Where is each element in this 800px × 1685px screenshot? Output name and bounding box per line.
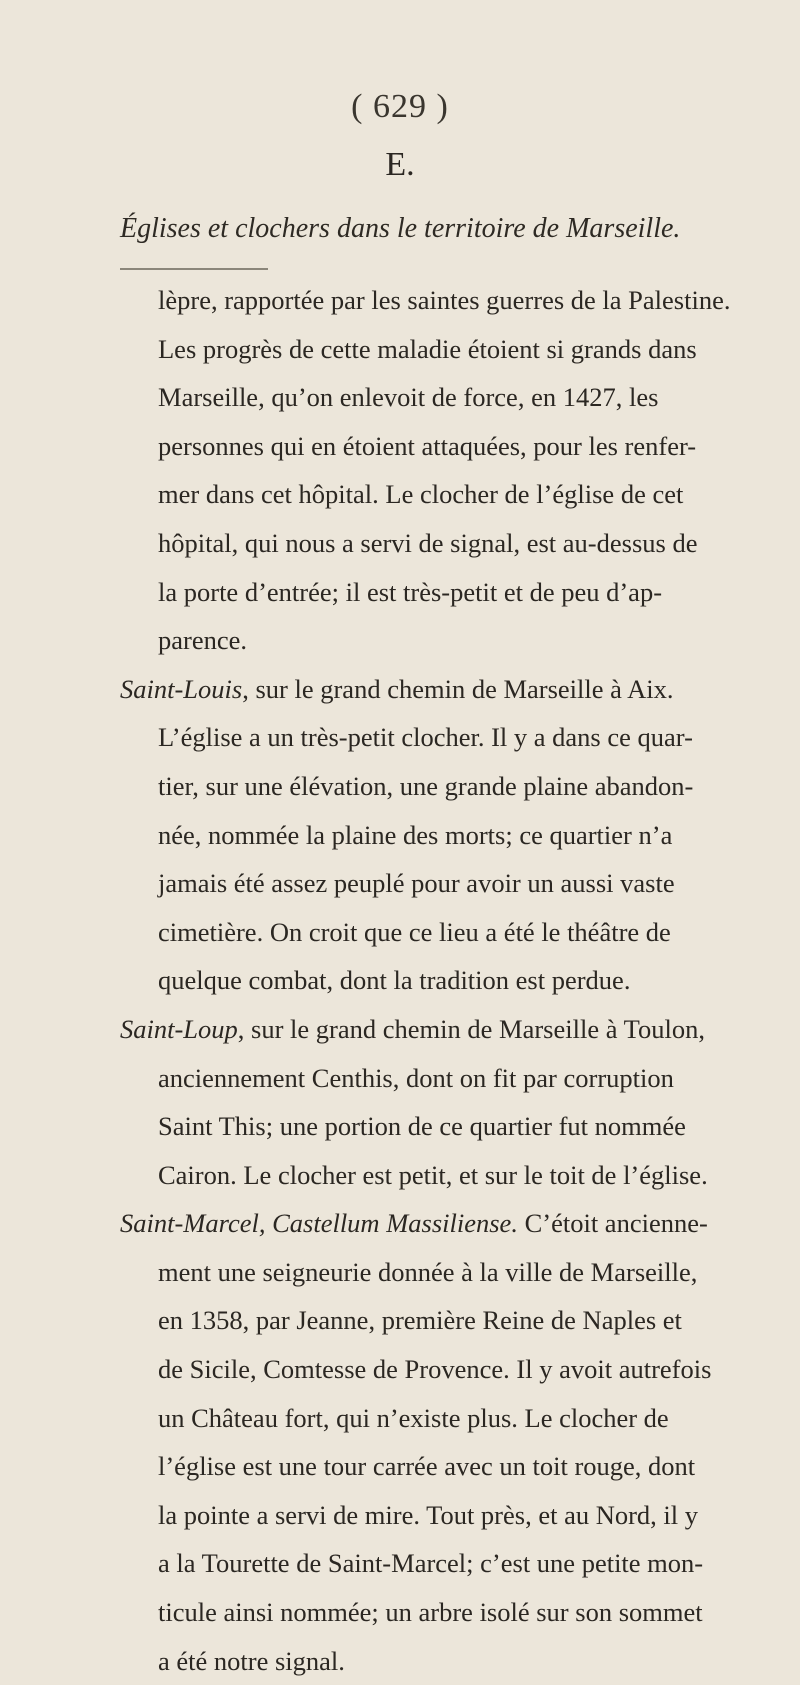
line-text: mer dans cet hôpital. Le clocher de l’église de cet	[158, 479, 684, 510]
line-text: cimetière. On croit que ce lieu a été le théâtre de	[158, 916, 671, 947]
line-text: de Sicile, Comtesse de Provence. Il y avoit autrefois	[158, 1354, 712, 1385]
text-line	[120, 1248, 780, 1297]
text-line	[120, 1491, 780, 1540]
line-text: en 1358, par Jeanne, première Reine de Naples et	[158, 1305, 682, 1336]
line-text: quelque combat, dont la tradition est perdue.	[158, 965, 631, 996]
running-title: Églises et clochers dans le territoire de Marseille.	[120, 213, 681, 244]
line-text: a été notre signal.	[158, 1645, 345, 1676]
line-text: hôpital, qui nous a servi de signal, est au-dessus de	[158, 527, 698, 558]
line-text: ticule ainsi nommée; un arbre isolé sur son sommet	[158, 1597, 703, 1628]
entry-name: Saint-Marcel, Castellum Massiliense.	[120, 1208, 518, 1239]
text-line	[120, 422, 780, 471]
text-line	[120, 470, 780, 519]
line-text: née, nommée la plaine des morts; ce quartier n’a	[158, 819, 673, 850]
line-text: anciennement Centhis, dont on fit par corruption	[158, 1062, 674, 1093]
entry-name: Saint-Loup	[120, 1013, 238, 1044]
line-text: C’étoit ancienne-	[517, 1208, 708, 1239]
entry-heading-line	[120, 1199, 780, 1248]
line-text: Marseille, qu’on enlevoit de force, en 1427, les	[158, 382, 659, 413]
text-line	[120, 616, 780, 665]
text-line	[120, 1054, 780, 1103]
line-text: parence.	[158, 625, 247, 656]
text-line	[120, 762, 780, 811]
line-text: a la Tourette de Saint-Marcel; c’est une petite mon-	[158, 1548, 704, 1579]
line-text: la pointe a servi de mire. Tout près, et au Nord, il y	[158, 1499, 699, 1530]
text-line	[120, 1296, 780, 1345]
body-text	[120, 276, 780, 1685]
line-text: lèpre, rapportée par les saintes guerres de la Palestine.	[158, 285, 731, 315]
entry-name: Saint-Louis	[120, 673, 243, 704]
text-line	[120, 713, 780, 762]
line-text: Saint This; une portion de ce quartier fut nommée	[158, 1111, 686, 1142]
page-number: ( 629 )	[351, 88, 449, 125]
line-text: tier, sur une élévation, une grande plaine abandon-	[158, 770, 694, 801]
section-letter: E.	[385, 146, 415, 183]
text-line	[120, 373, 780, 422]
text-line	[120, 1442, 780, 1491]
text-line	[120, 908, 780, 957]
text-line	[120, 1345, 780, 1394]
text-line	[120, 811, 780, 860]
line-text: la porte d’entrée; il est très-petit et de peu d’ap-	[158, 576, 663, 607]
title-rule	[120, 268, 268, 270]
line-text: personnes qui en étoient attaquées, pour les renfer-	[158, 430, 697, 461]
line-text: Les progrès de cette maladie étoient si grands dans	[158, 333, 697, 364]
line-text: L’église a un très-petit clocher. Il y a dans ce quar-	[158, 722, 693, 753]
entry-heading-line	[120, 665, 780, 714]
text-line	[120, 1637, 780, 1685]
text-line	[120, 519, 780, 568]
text-line	[120, 1102, 780, 1151]
text-line	[120, 276, 780, 325]
text-line	[120, 1394, 780, 1443]
text-line	[120, 1151, 780, 1200]
line-text: , sur le grand chemin de Marseille à Aix.	[242, 673, 674, 704]
line-text: , sur le grand chemin de Marseille à Toulon,	[237, 1013, 705, 1044]
entry-heading-line	[120, 1005, 780, 1054]
text-line	[120, 1539, 780, 1588]
line-text: jamais été assez peuplé pour avoir un aussi vaste	[158, 868, 675, 899]
line-text: ment une seigneurie donnée à la ville de Marseille,	[158, 1256, 698, 1287]
text-line	[120, 1588, 780, 1637]
text-line	[120, 859, 780, 908]
line-text: Cairon. Le clocher est petit, et sur le toit de l’église.	[158, 1159, 708, 1190]
line-text: l’église est une tour carrée avec un toit rouge, dont	[158, 1451, 696, 1482]
text-line	[120, 956, 780, 1005]
text-line	[120, 568, 780, 617]
text-line	[120, 325, 780, 374]
line-text: un Château fort, qui n’existe plus. Le clocher de	[158, 1402, 669, 1433]
